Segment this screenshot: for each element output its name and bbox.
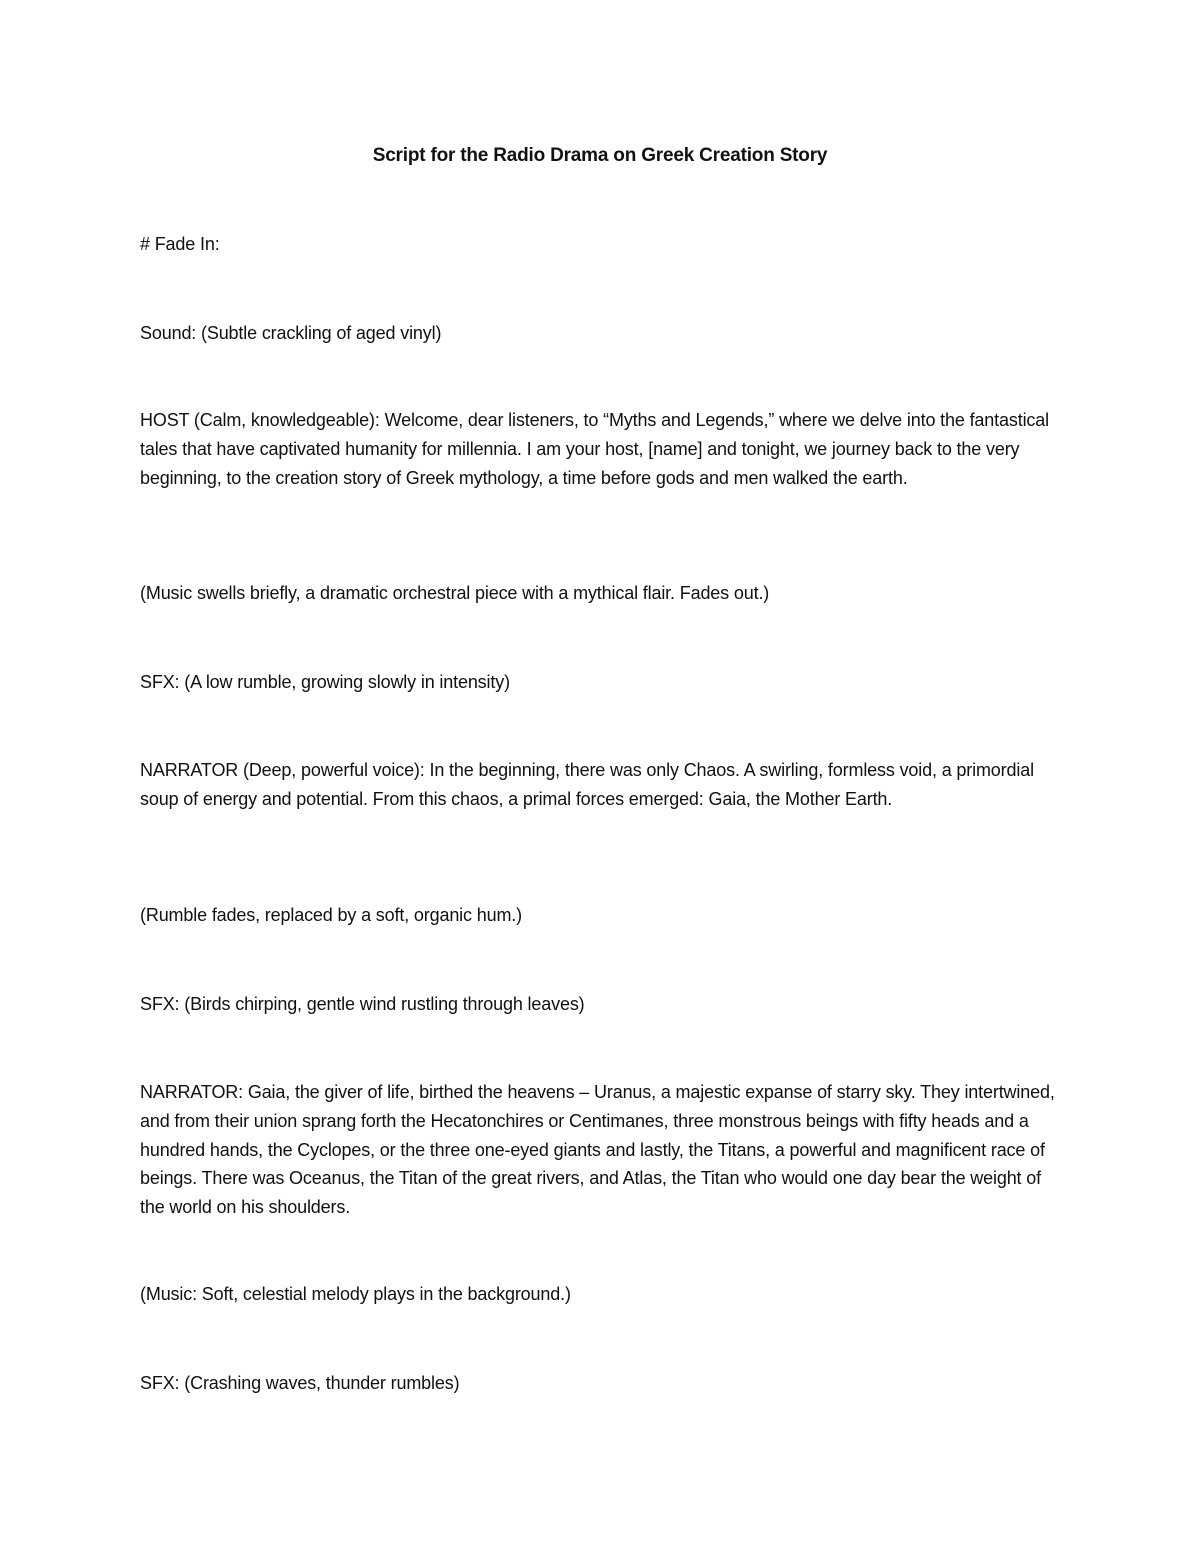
- narrator-line: NARRATOR (Deep, powerful voice): In the beginning, there was only Chaos. A swirling, formless void, a primordial soup of energy and potential. From this chaos, a primal forces emerged: Gaia, the Mother Earth.: [140, 760, 1034, 809]
- music-cue: (Music: Soft, celestial melody plays in the background.): [140, 1284, 571, 1304]
- stage-direction: (Rumble fades, replaced by a soft, organic hum.): [140, 905, 522, 925]
- sfx-cue: SFX: (Crashing waves, thunder rumbles): [140, 1373, 460, 1393]
- sound-cue: Sound: (Subtle crackling of aged vinyl): [140, 323, 442, 343]
- narrator-line: NARRATOR: Gaia, the giver of life, birthed the heavens – Uranus, a majestic expanse of starry sky. They intertwined, and from their union sprang forth the Hecatonchires or Centimanes, three monstrous beings with fifty heads and a hundred hands, the Cyclopes, or the three one-eyed giants and lastly, the Titans, a powerful and magnificent race of beings. There was Oceanus, the Titan of the great rivers, and Atlas, the Titan who would one day bear the weight of the world on his shoulders.: [140, 1082, 1055, 1218]
- document-title: Script for the Radio Drama on Greek Creation Story: [372, 145, 828, 166]
- sfx-cue: SFX: (A low rumble, growing slowly in intensity): [140, 672, 510, 692]
- music-cue: (Music swells briefly, a dramatic orchestral piece with a mythical flair. Fades out.): [140, 583, 770, 603]
- sfx-cue: SFX: (Birds chirping, gentle wind rustling through leaves): [140, 994, 585, 1014]
- fade-in-heading: # Fade In:: [140, 234, 220, 254]
- host-line: HOST (Calm, knowledgeable): Welcome, dear listeners, to “Myths and Legends,” where we delve into the fantastical tales that have captivated humanity for millennia. I am your host, [name] and tonight, we journey back to the very beginning, to the creation story of Greek mythology, a time before gods and men walked the earth.: [140, 410, 1049, 488]
